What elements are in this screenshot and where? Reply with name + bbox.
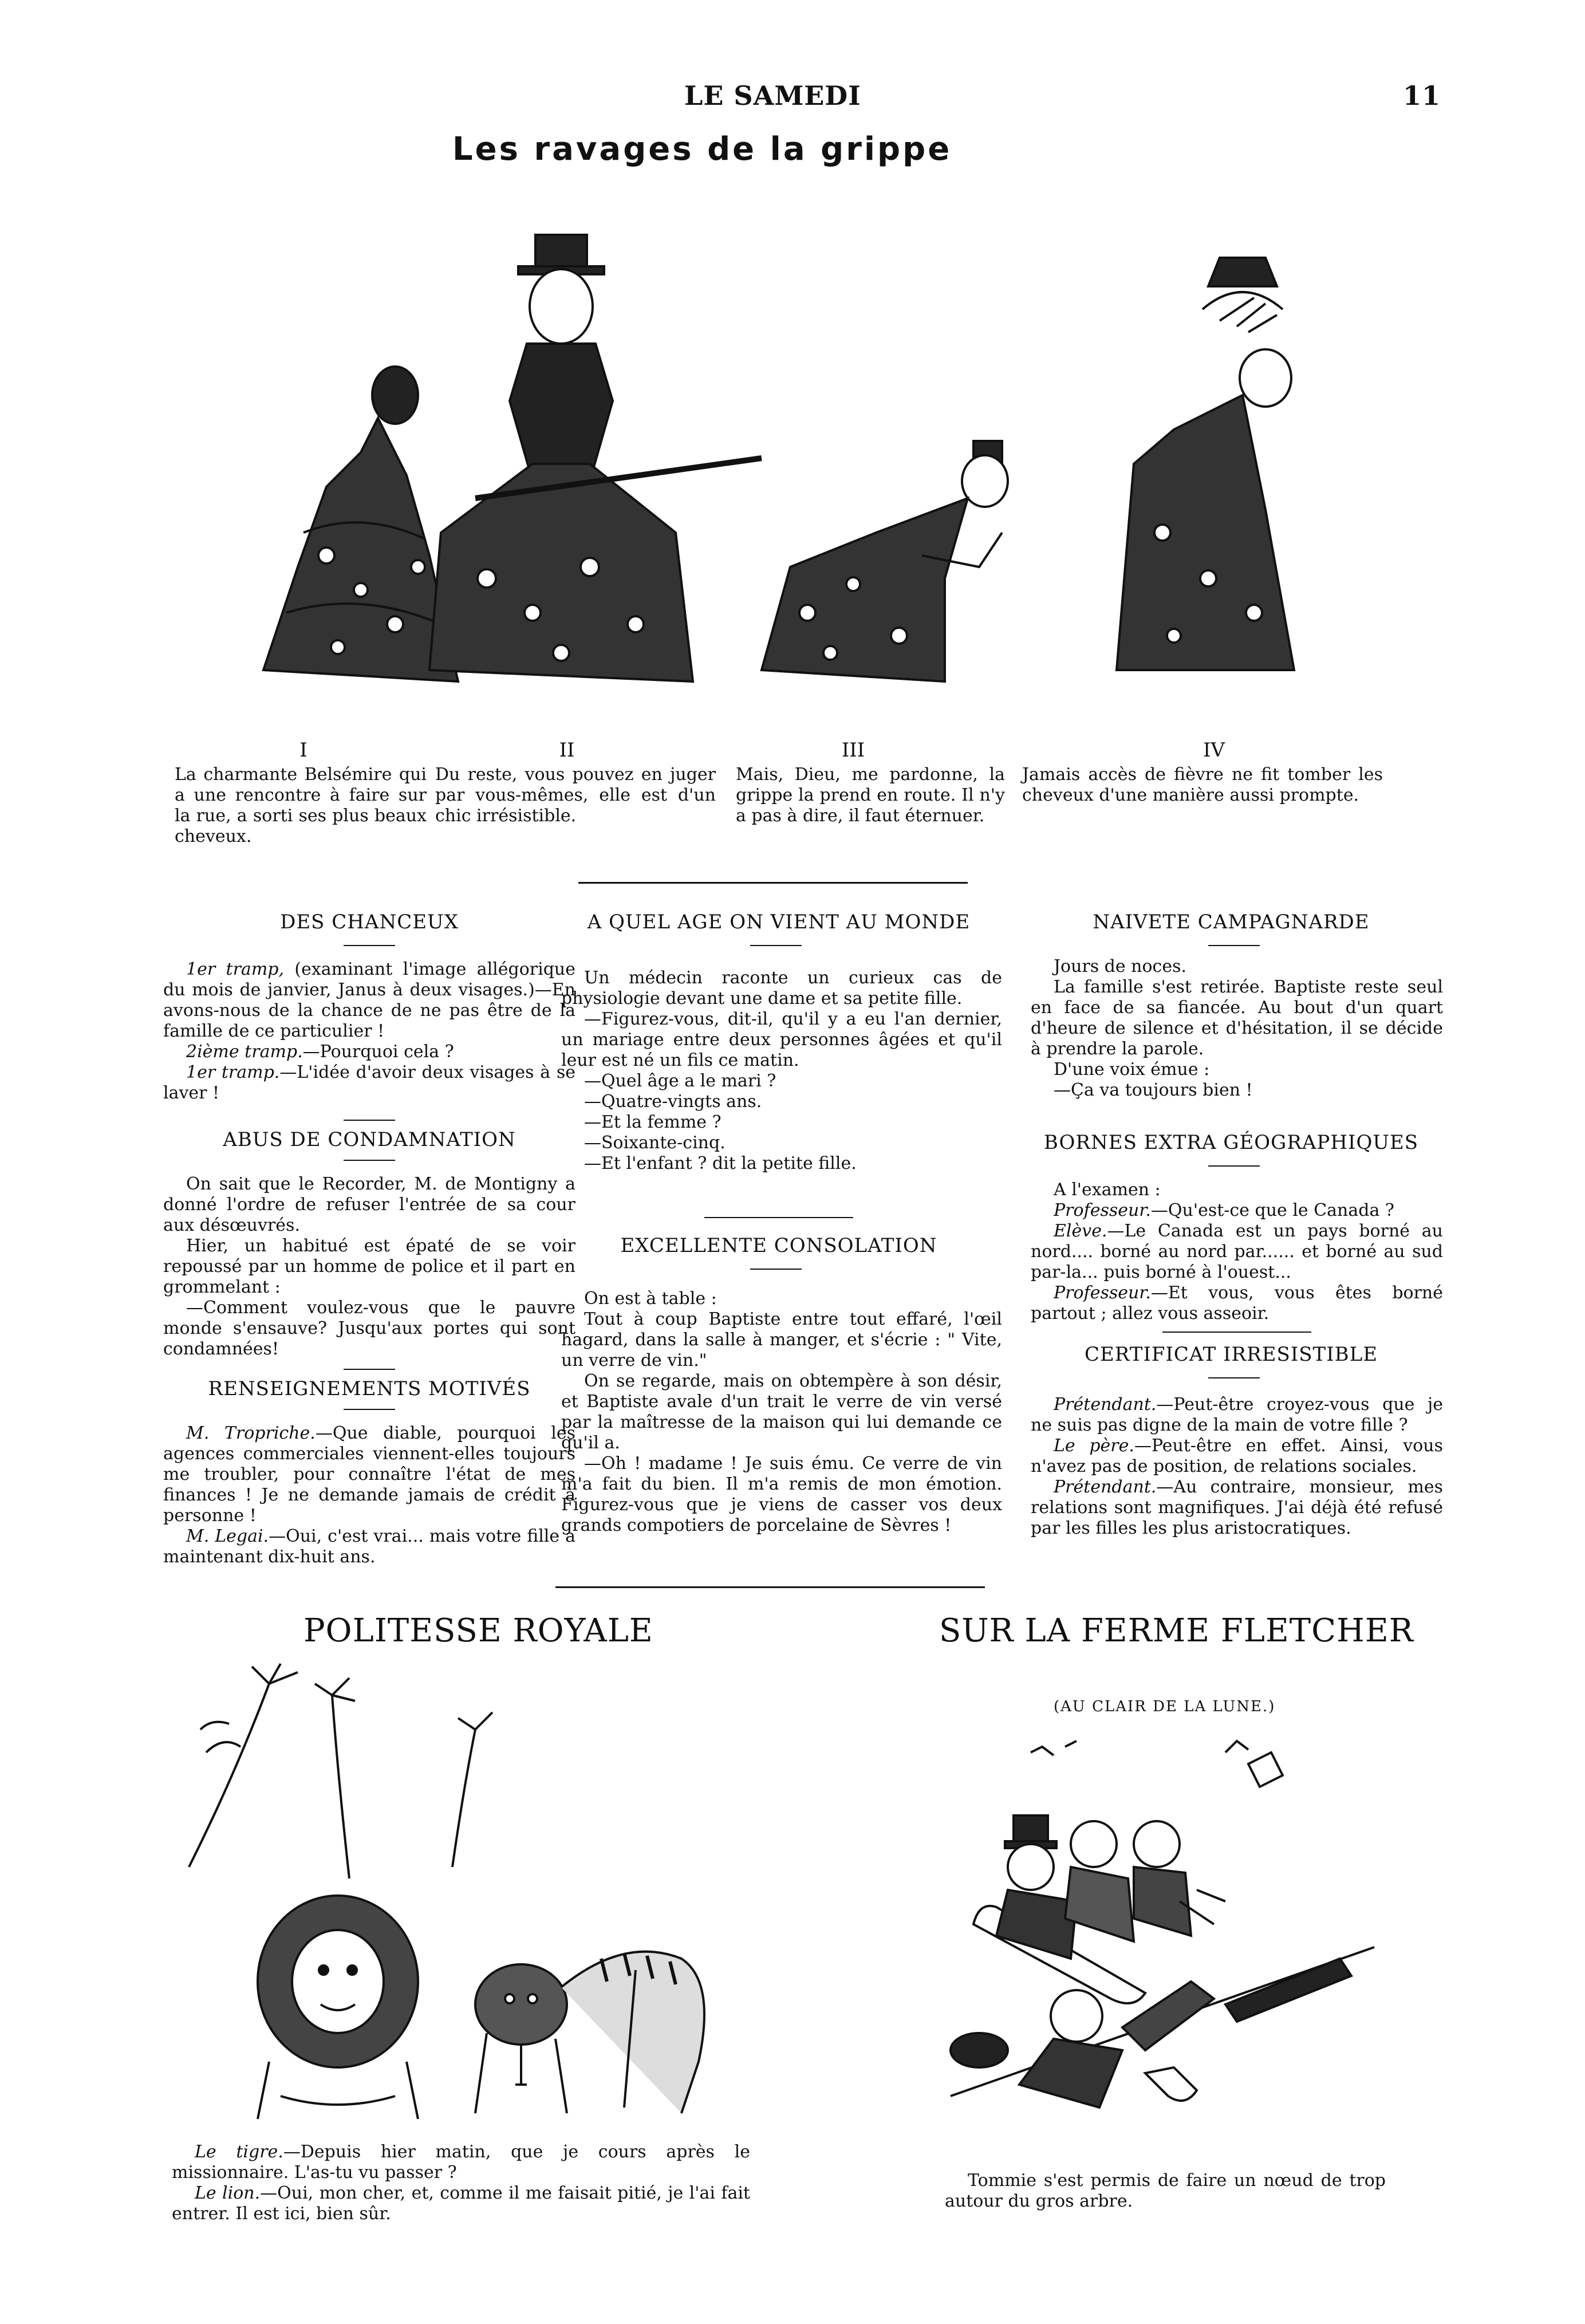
paragraph: On sait que le Recorder, M. de Montigny a donné l'ordre de refuser l'entrée de sa cour aux désœuvrés.: [163, 1174, 575, 1235]
section-rule: [704, 1217, 853, 1218]
section-body-renseignements: [163, 1423, 575, 1567]
paragraph: Tout à coup Baptiste entre tout effaré, l'œil hagard, dans la salle à manger, et s'écrie : " Vite, un verre de vin.": [561, 1309, 1002, 1370]
grippe-cartoon-illustration: [189, 212, 1585, 716]
section-rule: [750, 945, 802, 946]
dialogue-text: —Peut-être en effet. Ainsi, vous n'avez pas de position, de relations sociales.: [1031, 1436, 1443, 1476]
panel-caption-1: La charmante Belsémire qui a une rencontre à faire sur la rue, a sorti ses plus beaux cheveux.: [175, 765, 427, 846]
paragraph: —Quatre-vingts ans.: [584, 1092, 762, 1112]
speaker: Professeur.: [1054, 1283, 1151, 1303]
paragraph: —Comment voulez-vous que le pauvre monde s'ensauve? Jusqu'aux portes qui sont condamnées!: [163, 1298, 575, 1359]
section-rule: [344, 945, 395, 946]
paragraph: —Et la femme ?: [584, 1112, 721, 1132]
sledding-illustration: [928, 1730, 1397, 2142]
dialogue-text: (examinant l'image allégorique du mois de janvier, Janus à deux visages.)—En avons-nous de la chance de ne pas être de la famille de ce particulier !: [163, 959, 575, 1041]
speaker: 1er tramp,: [186, 959, 285, 979]
section-heading-quel-age: A QUEL AGE ON VIENT AU MONDE: [587, 911, 971, 933]
section-heading-consolation: EXCELLENTE CONSOLATION: [620, 1234, 937, 1257]
fletcher-title: SUR LA FERME FLETCHER: [939, 1612, 1414, 1649]
paragraph: —Ça va toujours bien !: [1054, 1080, 1253, 1100]
figure-three: [762, 441, 1008, 682]
section-heading-renseignements: RENSEIGNEMENTS MOTIVÉS: [208, 1377, 531, 1400]
dialogue-text: —Qu'est-ce que le Canada ?: [1150, 1200, 1394, 1220]
section-rule: [1208, 1377, 1260, 1378]
dialogue-text: —Au contraire, monsieur, mes relations sont magnifiques. J'ai déjà été refusé par les filles les plus aristocratiques.: [1031, 1477, 1443, 1538]
speaker: 1er tramp.: [186, 1062, 280, 1082]
politesse-title: POLITESSE ROYALE: [303, 1612, 653, 1649]
panel-caption-2: Du reste, vous pouvez en juger par vous-mêmes, elle est d'un chic irrésistible.: [435, 765, 716, 826]
section-body-abus: [163, 1174, 575, 1360]
section-body-consolation: [561, 1289, 1002, 1536]
section-rule: [1208, 945, 1260, 946]
speaker: Professeur.: [1054, 1200, 1151, 1220]
section-rule: [1208, 1165, 1260, 1167]
section-body-bornes: [1031, 1180, 1443, 1324]
speaker: Le tigre.: [195, 2142, 283, 2162]
speaker: M. Tropriche.: [186, 1423, 316, 1443]
section-heading-des-chanceux: DES CHANCEUX: [280, 911, 459, 933]
paragraph: D'une voix émue :: [1054, 1059, 1210, 1080]
figure-one: [263, 367, 458, 682]
paragraph: On est à table :: [584, 1289, 717, 1309]
paragraph: On se regarde, mais on obtempère à son désir, et Baptiste avale d'un trait le verre de vin versé par la maîtresse de la maison qui lui demande ce qu'il a.: [561, 1371, 1002, 1453]
section-rule: [344, 1409, 395, 1410]
speaker: M. Legai.: [186, 1526, 269, 1546]
section-body-des-chanceux: [163, 959, 575, 1104]
section-heading-bornes: BORNES EXTRA GÉOGRAPHIQUES: [1043, 1131, 1419, 1154]
speaker: Le lion.: [195, 2183, 261, 2203]
speaker: Prétendant.: [1054, 1477, 1157, 1497]
section-body-naivete: [1031, 956, 1443, 1101]
paragraph: A l'examen :: [1054, 1180, 1161, 1200]
figure-four: [1117, 258, 1294, 670]
lion-tiger-illustration: [166, 1661, 767, 2136]
section-heading-naivete: NAIVETE CAMPAGNARDE: [1093, 911, 1370, 933]
panel-numeral-2: II: [559, 739, 575, 762]
panel-numeral-4: IV: [1203, 739, 1225, 762]
panel-numeral-1: I: [299, 739, 307, 762]
dialogue-text: —Oui, c'est vrai... mais votre fille a maintenant dix-huit ans.: [163, 1526, 576, 1567]
section-rule: [344, 1369, 395, 1370]
top-divider: [578, 882, 968, 884]
journal-name: LE SAMEDI: [684, 80, 861, 111]
paragraph: —Oh ! madame ! Je suis ému. Ce verre de vin m'a fait du bien. Il m'a remis de mon émotion. Figurez-vous que je viens de casser vos deux grands compotiers de porcelaine de Sèvres !: [561, 1454, 1002, 1535]
fletcher-caption: Tommie s'est permis de faire un nœud de trop autour du gros arbre.: [945, 2171, 1386, 2211]
dialogue-text: —Peut-être croyez-vous que je ne suis pas digne de la main de votre fille ?: [1031, 1395, 1443, 1435]
section-body-quel-age: [561, 968, 1002, 1174]
dialogue-text: —Et vous, vous êtes borné partout ; allez vous asseoir.: [1031, 1283, 1443, 1324]
paragraph: —Et l'enfant ? dit la petite fille.: [584, 1153, 857, 1173]
paragraph: La famille s'est retirée. Baptiste reste seul en face de sa fiancée. Au bout d'un quart d'heure de silence et d'hésitation, il se décide à prendre la parole.: [1031, 977, 1443, 1059]
panel-numeral-3: III: [841, 739, 865, 762]
figure-two: [429, 235, 762, 682]
bottom-divider: [555, 1586, 985, 1588]
section-heading-certificat: CERTIFICAT IRRESISTIBLE: [1084, 1343, 1378, 1366]
panel-caption-3: Mais, Dieu, me pardonne, la grippe la prend en route. Il n'y a pas à dire, il faut éternuer.: [736, 765, 1005, 826]
section-rule: [344, 1160, 395, 1161]
paragraph: Hier, un habitué est épaté de se voir repoussé par un homme de police et il part en grommelant :: [163, 1236, 575, 1297]
section-rule: [750, 1269, 802, 1270]
paragraph: —Soixante-cinq.: [584, 1133, 726, 1153]
cartoon-title: Les ravages de la grippe: [452, 131, 952, 168]
fletcher-subtitle: (AU CLAIR DE LA LUNE.): [1054, 1698, 1276, 1715]
section-rule: [1162, 1332, 1311, 1333]
paragraph: Un médecin raconte un curieux cas de physiologie devant une dame et sa petite fille.: [561, 968, 1002, 1009]
dialogue-text: —Pourquoi cela ?: [302, 1042, 454, 1062]
section-rule: [344, 1120, 395, 1121]
dialogue-text: —Depuis hier matin, que je cours après le missionnaire. L'as-tu vu passer ?: [172, 2142, 750, 2183]
speaker: Elève.: [1054, 1221, 1107, 1241]
politesse-caption: [172, 2142, 750, 2224]
speaker: Prétendant.: [1054, 1395, 1157, 1415]
section-body-certificat: [1031, 1395, 1443, 1539]
dialogue-text: —L'idée d'avoir deux visages à se laver !: [163, 1062, 576, 1103]
panel-caption-4: Jamais accès de fièvre ne fit tomber les cheveux d'une manière aussi prompte.: [1022, 765, 1383, 805]
paragraph: —Quel âge a le mari ?: [584, 1071, 776, 1091]
speaker: Le père.: [1054, 1436, 1134, 1456]
page-number: 11: [1403, 80, 1441, 111]
speaker: 2ième tramp.: [186, 1042, 303, 1062]
section-heading-abus: ABUS DE CONDAMNATION: [223, 1128, 516, 1151]
dialogue-text: —Le Canada est un pays borné au nord.... borné au nord par...... et borné au sud par-la... puis borné à l'ouest...: [1031, 1221, 1443, 1282]
dialogue-text: —Oui, mon cher, et, comme il me faisait pitié, je l'ai fait entrer. Il est ici, bien sûr.: [172, 2183, 750, 2224]
paragraph: —Figurez-vous, dit-il, qu'il y a eu l'an dernier, un mariage entre deux personnes âgées et qu'il leur est né un fils ce matin.: [561, 1009, 1002, 1070]
dialogue-text: —Que diable, pourquoi les agences commerciales viennent-elles toujours me troubler, pour connaître l'état de mes finances ! Je ne demande jamais de crédit à personne !: [163, 1423, 575, 1526]
paragraph: Jours de noces.: [1054, 956, 1187, 976]
